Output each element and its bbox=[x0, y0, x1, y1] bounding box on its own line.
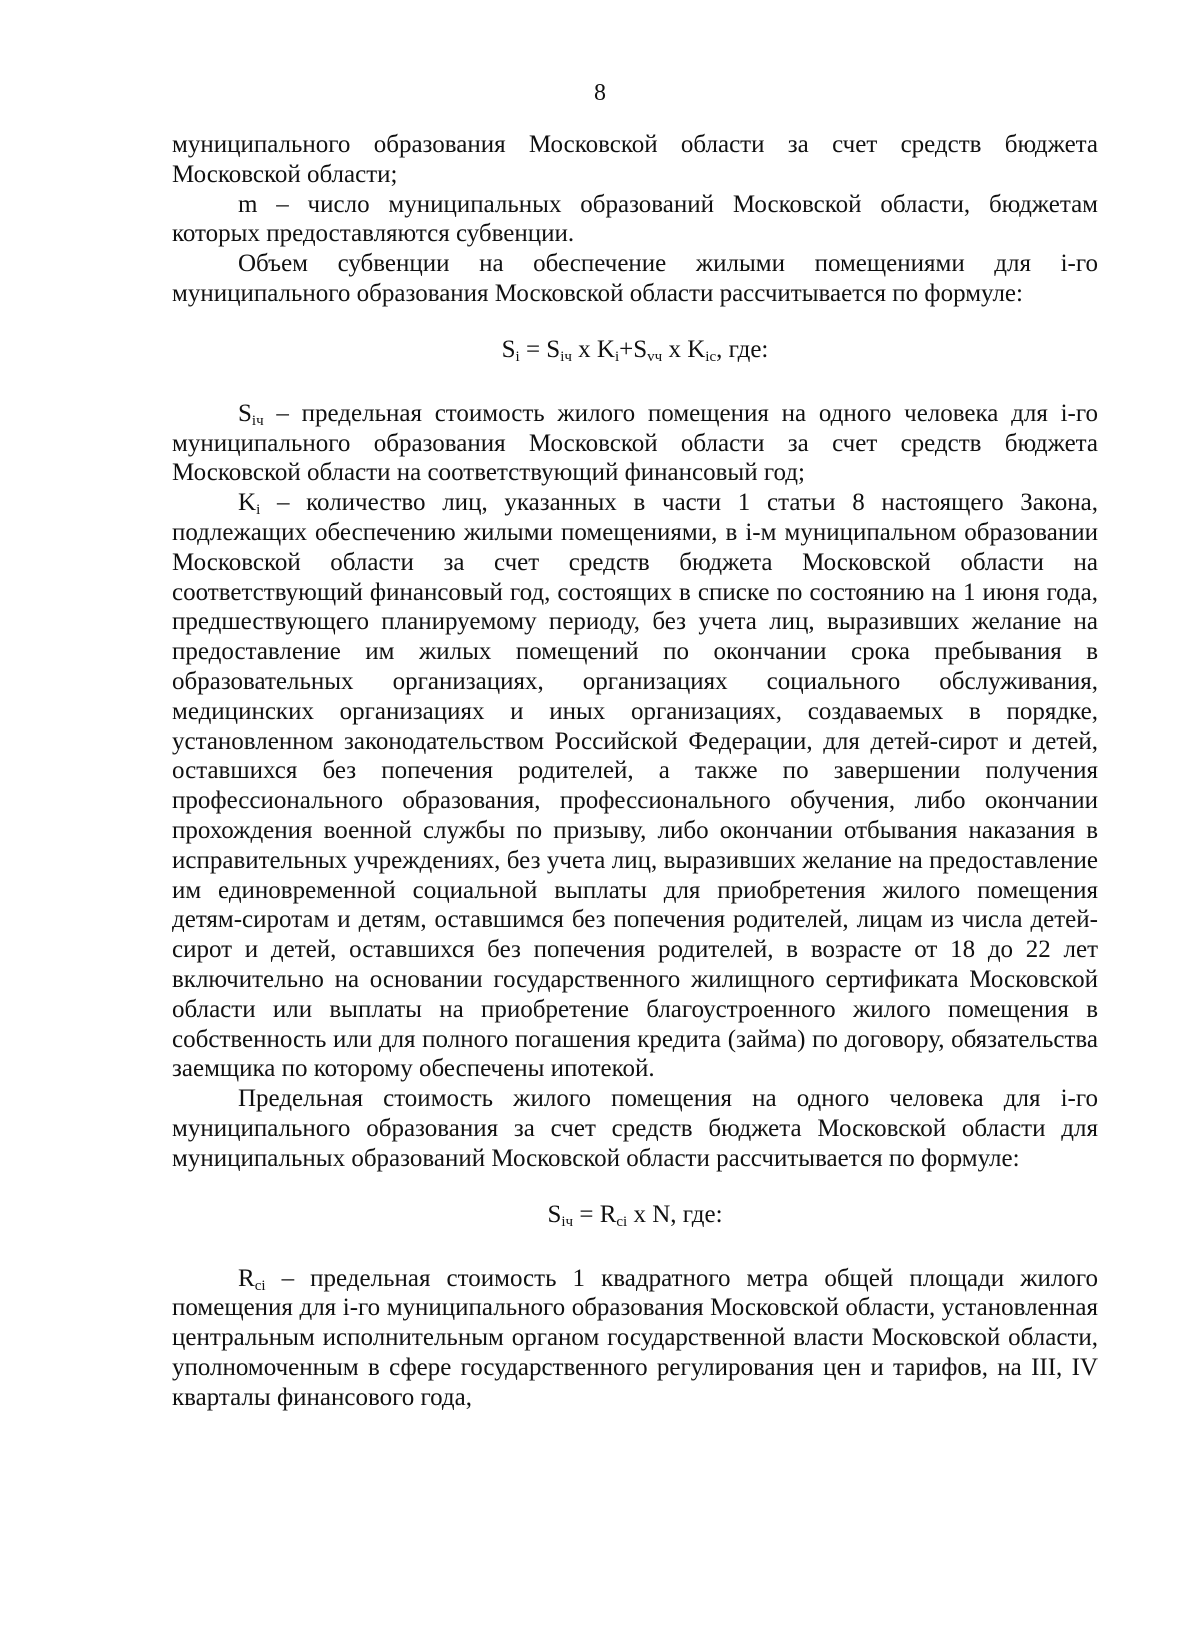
paragraph-sich-definition: $S_{iч}$ – предельная стоимость жилого помещения на одного человека для i-го муниципального образования Московской области за счет средств бюджета Московской области на соответствующий финансовый год; bbox=[172, 399, 1098, 487]
paragraph-ki-definition: $K_i$ – количество лиц, указанных в части 1 статьи 8 настоящего Закона, подлежащих обеспечению жилыми помещениями, в i-м муниципальном образовании Московской области за счет средств бюджета Московской области на соответствующий финансовый год, состоящих в списке по состоянию на 1 июня года, предшествующего планируемому периоду, без учета лиц, выразивших желание на предоставление им жилых помещений по окончании срока пребывания в образовательных организациях, организациях социального обслуживания, медицинских организациях и иных организациях, создаваемых в порядке, установленном законодательством Российской Федерации, для детей-сирот и детей, оставшихся без попечения родителей, а также по завершении получения профессионального образования, профессионального обучения, либо окончании прохождения военной службы по призыву, либо окончании отбывания наказания в исправительных учреждениях, без учета лиц, выразивших желание на предоставление им единовременной социальной выплаты для приобретения жилого помещения детям-сиротам и детям, оставшимся без попечения родителей, лицам из числа детей-сирот и детей, оставшихся без попечения родителей, в возрасте от 18 до 22 лет включительно на основании государственного жилищного сертификата Московской области или выплаты на приобретение благоустроенного жилого помещения в собственность или для полного погашения кредита (займа) по договору, обязательства заемщика по которому обеспечены ипотекой. bbox=[172, 489, 1098, 1083]
formula-si: $S_i = S_{iч}$ x $K_i+S_{vч}$ x $K_{ic}$, где: bbox=[501, 335, 769, 365]
document-body bbox=[172, 130, 1098, 1412]
paragraph-price-limit: Предельная стоимость жилого помещения на одного человека для i-го муниципального образования за счет средств бюджета Московской области для муниципальных образований Московской области рассчитывается по формуле: bbox=[172, 1085, 1098, 1172]
formula-sich: $S_{iч} = R_{ci}$ x N, где: bbox=[547, 1200, 723, 1230]
page-number: 8 bbox=[594, 80, 606, 106]
paragraph-subvention-volume: Объем субвенции на обеспечение жилыми помещениями для i-го муниципального образования Московской области рассчитывается по формуле: bbox=[172, 250, 1098, 307]
paragraph-m-definition: m – число муниципальных образований Московской области, бюджетам которых предоставляются субвенции. bbox=[172, 190, 1098, 248]
paragraph-continuation: муниципального образования Московской области за счет средств бюджета Московской области; bbox=[172, 131, 1098, 188]
paragraph-rci-definition: $R_{ci}$ – предельная стоимость 1 квадратного метра общей площади жилого помещения для i-го муниципального образования Московской области, установленная центральным исполнительным органом государственной власти Московской области, уполномоченным в сфере государственного регулирования цен и тарифов, на III, IV кварталы финансового года, bbox=[172, 1264, 1098, 1411]
